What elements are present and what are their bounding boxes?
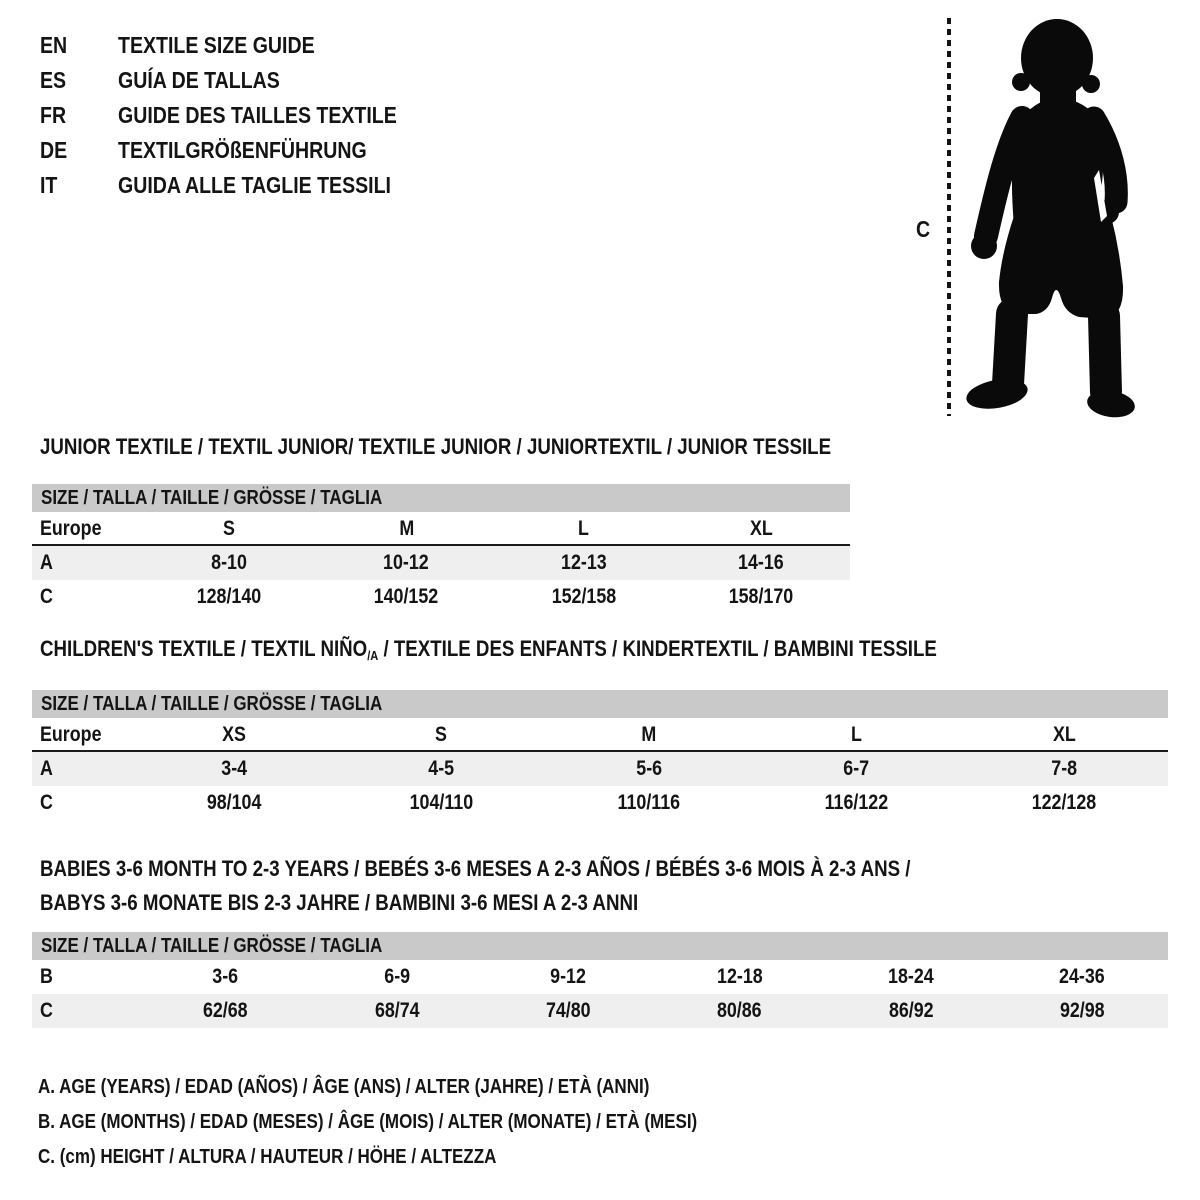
lang-title: GUIDE DES TAILLES TEXTILE xyxy=(118,102,397,128)
table-cell: 74/80 xyxy=(545,999,591,1022)
table-row-height xyxy=(32,786,1168,820)
table-row-height xyxy=(32,580,850,614)
table-cell: 152/158 xyxy=(551,585,617,608)
table-cell: 9-12 xyxy=(550,965,587,988)
table-cell: 5-6 xyxy=(636,757,662,780)
row-label: C xyxy=(40,999,53,1022)
table-cell: 122/128 xyxy=(1031,791,1097,814)
table-cell: 158/170 xyxy=(728,585,794,608)
table-row-height xyxy=(32,994,1168,1028)
table-cell: 62/68 xyxy=(203,999,248,1022)
table-cell: 116/122 xyxy=(824,791,889,814)
babies-size-table xyxy=(32,932,1168,1028)
children-size-table xyxy=(32,690,1168,820)
lang-code: DE xyxy=(40,137,68,163)
legend-line-b: B. AGE (MONTHS) / EDAD (MESES) / ÂGE (MOIS) / ALTER (MONATE) / ETÀ (MESI) xyxy=(38,1111,698,1133)
lang-title: GUIDA ALLE TAGLIE TESSILI xyxy=(118,172,391,198)
table-cell: 68/74 xyxy=(374,999,420,1022)
children-section-heading xyxy=(40,636,1190,669)
language-title-list xyxy=(40,28,446,203)
language-row-de xyxy=(40,133,446,168)
legend-line-c: C. (cm) HEIGHT / ALTURA / HAUTEUR / HÖHE / ALTEZZA xyxy=(38,1146,497,1168)
table-cell: XS xyxy=(221,723,246,746)
table-row-europe xyxy=(32,718,1168,752)
language-row-es xyxy=(40,63,446,98)
table-row-months xyxy=(32,960,1168,994)
table-cell: M xyxy=(398,517,414,540)
table-cell: 86/92 xyxy=(888,999,934,1022)
size-header-text: SIZE / TALLA / TAILLE / GRÖSSE / TAGLIA xyxy=(41,935,383,957)
language-row-fr xyxy=(40,98,446,133)
row-label: A xyxy=(40,757,53,780)
children-heading-text: CHILDREN'S TEXTILE / TEXTIL NIÑO/A / TEXTILE DES ENFANTS / KINDERTEXTIL / BAMBINI TESSILE xyxy=(40,636,937,663)
table-cell: 110/116 xyxy=(617,791,681,814)
row-label: B xyxy=(40,965,53,988)
table-cell: S xyxy=(222,517,235,540)
nino-a-subscript: /A xyxy=(367,648,379,663)
table-cell: 3-4 xyxy=(220,757,247,780)
lang-code: ES xyxy=(40,67,67,93)
table-cell: 18-24 xyxy=(888,965,934,988)
table-cell: L xyxy=(851,723,863,746)
row-label: Europe xyxy=(40,723,102,746)
table-cell: S xyxy=(435,723,448,746)
table-cell: M xyxy=(641,723,657,746)
table-cell: 12-13 xyxy=(560,551,607,574)
table-cell: 98/104 xyxy=(206,791,262,814)
size-header-bar xyxy=(32,932,1168,960)
language-row-en xyxy=(40,28,446,63)
language-row-it xyxy=(40,168,446,203)
table-row-europe xyxy=(32,512,850,546)
lang-title: GUÍA DE TALLAS xyxy=(118,67,280,93)
legend-line-a: A. AGE (YEARS) / EDAD (AÑOS) / ÂGE (ANS) / ALTER (JAHRE) / ETÀ (ANNI) xyxy=(38,1076,650,1098)
size-header-text: SIZE / TALLA / TAILLE / GRÖSSE / TAGLIA xyxy=(41,487,383,509)
lang-title: TEXTILGRÖßENFÜHRUNG xyxy=(118,137,367,163)
size-header-bar xyxy=(32,484,850,512)
junior-heading-text: JUNIOR TEXTILE / TEXTIL JUNIOR/ TEXTILE JUNIOR / JUNIORTEXTIL / JUNIOR TESSILE xyxy=(40,434,832,459)
table-cell: 140/152 xyxy=(373,585,439,608)
measure-legend xyxy=(38,1070,814,1175)
row-label: C xyxy=(40,585,53,608)
table-cell: XL xyxy=(749,517,773,540)
table-cell: 24-36 xyxy=(1059,965,1106,988)
height-measure-dashed-line xyxy=(947,18,951,416)
junior-size-table xyxy=(32,484,850,614)
row-label: C xyxy=(40,791,53,814)
lang-title: TEXTILE SIZE GUIDE xyxy=(118,32,315,58)
lang-code: FR xyxy=(40,102,67,128)
table-cell: 3-6 xyxy=(212,965,239,988)
babies-section-heading xyxy=(40,852,1190,920)
height-measure-label: C xyxy=(916,216,931,242)
table-cell: 8-10 xyxy=(210,551,247,574)
table-cell: 80/86 xyxy=(717,999,762,1022)
table-cell: 7-8 xyxy=(1051,757,1078,780)
row-label: A xyxy=(40,551,53,574)
table-cell: 92/98 xyxy=(1059,999,1105,1022)
table-cell: 14-16 xyxy=(738,551,785,574)
lang-code: EN xyxy=(40,32,68,58)
size-header-bar xyxy=(32,690,1168,718)
table-cell: 6-7 xyxy=(843,757,870,780)
table-cell: 104/110 xyxy=(409,791,474,814)
junior-section-heading xyxy=(40,434,1190,460)
babies-heading-line1: BABIES 3-6 MONTH TO 2-3 YEARS / BEBÉS 3-6 MESES A 2-3 AÑOS / BÉBÉS 3-6 MOIS À 2-3 ANS / xyxy=(40,856,911,881)
table-cell: 6-9 xyxy=(384,965,410,988)
toddler-silhouette-icon xyxy=(963,18,1140,418)
babies-heading-line2: BABYS 3-6 MONATE BIS 2-3 JAHRE / BAMBINI 3-6 MESI A 2-3 ANNI xyxy=(40,890,639,915)
table-cell: 10-12 xyxy=(383,551,430,574)
lang-code: IT xyxy=(40,172,58,198)
row-label: Europe xyxy=(40,517,102,540)
table-cell: 128/140 xyxy=(196,585,262,608)
table-row-age xyxy=(32,546,850,580)
table-cell: 12-18 xyxy=(716,965,763,988)
table-cell: L xyxy=(578,517,590,540)
table-row-age xyxy=(32,752,1168,786)
table-cell: 4-5 xyxy=(428,757,455,780)
size-header-text: SIZE / TALLA / TAILLE / GRÖSSE / TAGLIA xyxy=(41,693,383,715)
table-cell: XL xyxy=(1052,723,1076,746)
